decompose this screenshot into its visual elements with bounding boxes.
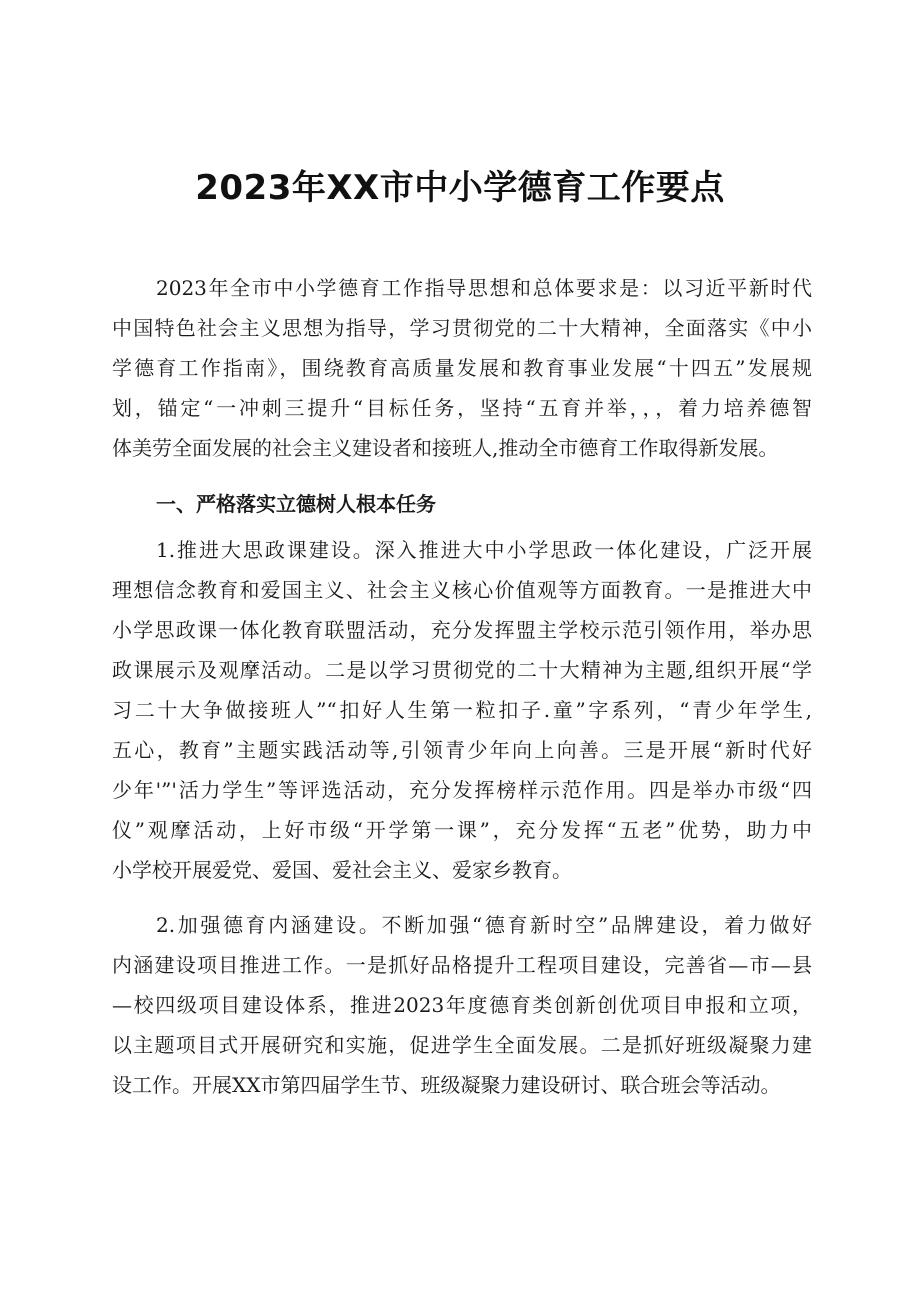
document-title: 2023年XX市中小学德育工作要点 xyxy=(195,168,725,208)
intro-line: 划，锚定“一冲刺三提升“目标任务，坚持“五育并举，，，着力培养德智 xyxy=(112,396,812,420)
paragraph-line: 习二十大争做接班人”“扣好人生第一粒扣子.童”字系列，“青少年学生, xyxy=(112,698,812,722)
intro-line: 中国特色社会主义思想为指导，学习贯彻党的二十大精神，全面落实《中小 xyxy=(112,316,812,340)
paragraph-line: 仪”观摩活动，上好市级“开学第一课”，充分发挥“五老”优势，助力中 xyxy=(112,818,812,842)
paragraph-line: 小学校开展爱党、爱国、爱社会主义、爱家乡教育。 xyxy=(112,858,572,882)
paragraph-line: 理想信念教育和爱国主义、社会主义核心价值观等方面教育。一是推进大中 xyxy=(112,578,812,602)
paragraph-line: 2.加强德育内涵建设。不断加强“德育新时空”品牌建设，着力做好 xyxy=(156,913,812,937)
paragraph-line: 小学思政课一体化教育联盟活动，充分发挥盟主学校示范引领作用，举办思 xyxy=(112,618,812,642)
section-heading: 一、严格落实立德树人根本任务 xyxy=(156,492,436,516)
paragraph-line: —校四级项目建设体系，推进2023年度德育类创新创优项目申报和立项， xyxy=(112,993,812,1017)
paragraph-line: 内涵建设项目推进工作。一是抓好品格提升工程项目建设，完善省—市—县 xyxy=(112,953,812,977)
paragraph-line: 1.推进大思政课建设。深入推进大中小学思政一体化建设，广泛开展 xyxy=(156,538,812,562)
paragraph-line: 以主题项目式开展研究和实施，促进学生全面发展。二是抓好班级凝聚力建 xyxy=(112,1033,812,1057)
intro-line: 2023年全市中小学德育工作指导思想和总体要求是：以习近平新时代 xyxy=(156,276,812,300)
paragraph-line: 设工作。开展XX市第四届学生节、班级凝聚力建设研讨、联合班会等活动。 xyxy=(112,1073,781,1097)
intro-line: 体美劳全面发展的社会主义建设者和接班人,推动全市德育工作取得新发展。 xyxy=(112,436,779,460)
paragraph-line: 五心，教育”主题实践活动等,引领青少年向上向善。三是开展“新时代好 xyxy=(112,738,812,762)
paragraph-line: 政课展示及观摩活动。二是以学习贯彻党的二十大精神为主题,组织开展“学 xyxy=(112,658,812,682)
intro-line: 学德育工作指南》，围绕教育高质量发展和教育事业发展“十四五”发展规 xyxy=(112,356,812,380)
paragraph-line: 少年'”'活力学生”等评选活动，充分发挥榜样示范作用。四是举办市级“四 xyxy=(112,778,812,802)
